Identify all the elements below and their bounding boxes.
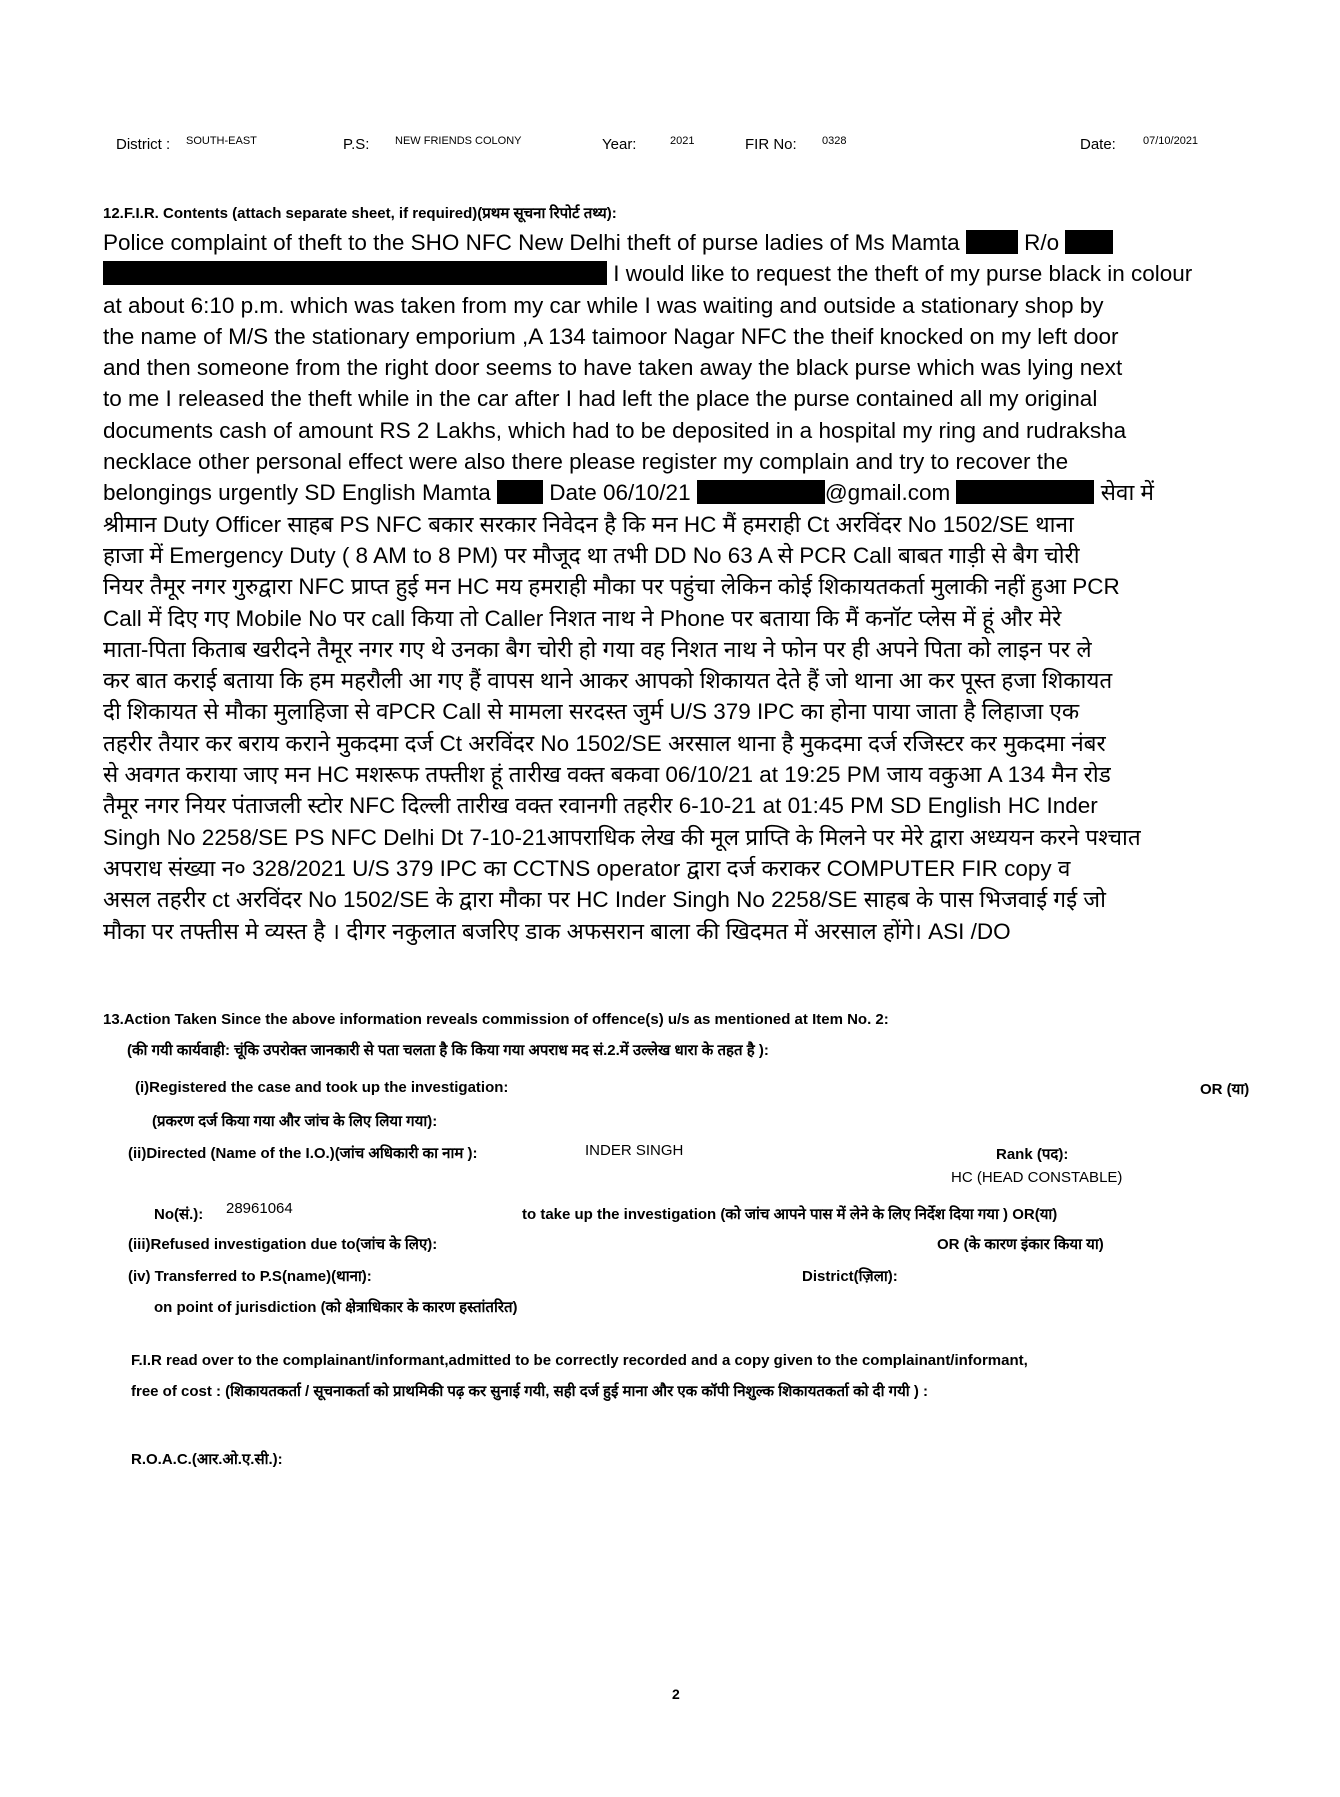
transferred-district-label: District(ज़िला):	[802, 1268, 898, 1285]
redaction-box	[497, 480, 543, 504]
fir-line: belongings urgently SD English Mamta Date 06/10/21 @gmail.com सेवा में	[103, 480, 1154, 506]
fir-label: FIR No:	[745, 136, 797, 153]
district-value: SOUTH-EAST	[186, 135, 257, 147]
redaction-box	[697, 480, 825, 504]
redaction-box	[966, 230, 1018, 254]
roac-label: R.O.A.C.(आर.ओ.ए.सी.):	[131, 1451, 283, 1468]
section13-title-hindi: (की गयी कार्यवाही: चूंकि उपरोक्त जानकारी से पता चलता है कि किया गया अपराध मद सं.2.में उल्लेख धारा के तहत है ):	[127, 1042, 769, 1059]
year-value: 2021	[670, 135, 695, 147]
section13-title: 13.Action Taken Since the above information reveals commission of offence(s) u/s as mentioned at Item No. 2:	[103, 1011, 889, 1028]
fir-value: 0328	[822, 135, 847, 147]
readover-line-1: F.I.R read over to the complainant/informant,admitted to be correctly recorded and a copy given to the complainant/informant,	[131, 1352, 1028, 1369]
fir-contents	[103, 227, 1271, 947]
fir-line: दी शिकायत से मौका मुलाहिजा से वPCR Call से मामला सरदस्त जुर्म U/S 379 IPC का होना पाया जाता है लिहाजा एक	[103, 699, 1080, 725]
redaction-box	[1065, 230, 1113, 254]
district-label: District :	[116, 136, 171, 153]
registered-or: OR (या)	[1200, 1081, 1250, 1098]
fir-line: अपराध संख्या न० 328/2021 U/S 379 IPC का CCTNS operator द्वारा दर्ज कराकर COMPUTER FIR copy व	[103, 855, 1071, 881]
fir-line: at about 6:10 p.m. which was taken from my car while I was waiting and outside a stationary shop by	[103, 292, 1104, 318]
year-label: Year:	[602, 136, 637, 153]
fir-line: necklace other personal effect were also there please register my complain and try to recover the	[103, 449, 1069, 475]
fir-line: to me I released the theft while in the car after I had left the place the purse contained all my original	[103, 386, 1098, 412]
fir-line: नियर तैमूर नगर गुरुद्वारा NFC प्राप्त हुई मन HC मय हमराही मौका पर पहुंचा लेकिन कोई शिकायतकर्ता मुलाकी नहीं हुआ PCR	[103, 574, 1120, 600]
jurisdiction-label: on point of jurisdiction (को क्षेत्राधिकार के कारण हस्तांतरित)	[154, 1299, 518, 1316]
take-up-investigation: to take up the investigation (को जांच आपने पास में लेने के लिए निर्देश दिया गया ) OR(या)	[522, 1206, 1058, 1223]
fir-line: Call में दिए गए Mobile No पर call किया तो Caller निशत नाथ ने Phone पर बताया कि मैं कनॉट प्लेस में हूं और मेरे	[103, 605, 1062, 631]
fir-line: कर बात कराई बताया कि हम महरौली आ गए हैं वापस थाने आकर आपको शिकायत देते हैं जो थाना आ कर पूस्त हजा शिकायत	[103, 668, 1113, 694]
fir-line: असल तहरीर ct अरविंदर No 1502/SE के द्वारा मौका पर HC Inder Singh No 2258/SE साहब के पास भिजवाई गई जो	[103, 887, 1106, 913]
io-number-label: No(सं.):	[154, 1206, 204, 1223]
transferred-ps-label: (iv) Transferred to P.S(name)(थाना):	[128, 1268, 372, 1285]
date-value: 07/10/2021	[1143, 135, 1199, 147]
redaction-box	[956, 480, 1094, 504]
fir-line: माता-पिता किताब खरीदने तैमूर नगर गए थे उनका बैग चोरी हो गया वह निशत नाथ ने फोन पर ही अपने पिता को लाइन पर ले	[103, 636, 1092, 662]
readover-line-2: free of cost : (शिकायतकर्ता / सूचनाकर्ता को प्राथमिकी पढ़ कर सुनाई गयी, सही दर्ज हुई माना और एक कॉपी निशुल्क शिकायतकर्ता को दी गयी ) :	[131, 1383, 929, 1400]
fir-line: मौका पर तफ्तीस मे व्यस्त है । दीगर नकुलात बजरिए डाक अफसरान बाला की खिदमत में अरसाल होंगे। ASI /DO	[103, 918, 1011, 944]
rank-value: HC (HEAD CONSTABLE)	[951, 1169, 1123, 1186]
fir-line: हाजा में Emergency Duty ( 8 AM to 8 PM) पर मौजूद था तभी DD No 63 A से PCR Call बाबत गाड़ी से बैग चोरी	[103, 542, 1080, 568]
fir-line: documents cash of amount RS 2 Lakhs, which had to be deposited in a hospital my ring and rudraksha	[103, 417, 1127, 443]
fir-line: श्रीमान Duty Officer साहब PS NFC बकार सरकार निवेदन है कि मन HC मैं हमराही Ct अरविंदर No 1502/SE थाना	[103, 511, 1074, 537]
registered-case-hindi: (प्रकरण दर्ज किया गया और जांच के लिए लिया गया):	[152, 1113, 438, 1130]
fir-line: Singh No 2258/SE PS NFC Delhi Dt 7-10-21आपराधिक लेख की मूल प्राप्ति के मिलने पर मेरे द्वारा अध्ययन करने पश्चात	[103, 824, 1141, 850]
directed-io-label: (ii)Directed (Name of the I.O.)(जांच अधिकारी का नाम ):	[128, 1145, 478, 1162]
fir-line: Police complaint of theft to the SHO NFC New Delhi theft of purse ladies of Ms Mamta R/o	[103, 227, 1271, 258]
fir-line: I would like to request the theft of my purse black in colour	[103, 258, 1271, 289]
ps-label: P.S:	[343, 136, 370, 153]
date-label: Date:	[1080, 136, 1116, 153]
registered-case-label: (i)Registered the case and took up the investigation:	[135, 1079, 509, 1096]
rank-label: Rank (पद):	[996, 1146, 1069, 1163]
io-name-value: INDER SINGH	[585, 1142, 684, 1159]
page-number: 2	[672, 1686, 680, 1702]
fir-line: तहरीर तैयार कर बराय कराने मुकदमा दर्ज Ct अरविंदर No 1502/SE अरसाल थाना है मुकदमा दर्ज रजिस्टर कर मुकदमा नंबर	[103, 730, 1106, 756]
refused-investigation-label: (iii)Refused investigation due to(जांच के लिए):	[128, 1236, 438, 1253]
refused-or: OR (के कारण इंकार किया या)	[937, 1236, 1104, 1253]
fir-line: and then someone from the right door seems to have taken away the black purse which was lying next	[103, 355, 1123, 381]
fir-line: the name of M/S the stationary emporium ,A 134 taimoor Nagar NFC the theif knocked on my left door	[103, 323, 1119, 349]
ps-value: NEW FRIENDS COLONY	[395, 135, 522, 147]
redaction-box	[103, 261, 607, 285]
fir-line: तैमूर नगर नियर पंताजली स्टोर NFC दिल्ली तारीख वक्त रवानगी तहरीर 6-10-21 at 01:45 PM SD English HC Inder	[103, 793, 1098, 819]
section12-title: 12.F.I.R. Contents (attach separate sheet, if required)(प्रथम सूचना रिपोर्ट तथ्य):	[103, 205, 617, 222]
io-number-value: 28961064	[226, 1200, 293, 1217]
fir-line: से अवगत कराया जाए मन HC मशरूफ तफ्तीश हूं तारीख वक्त बकवा 06/10/21 at 19:25 PM जाय वकुआ A 134 मैन रोड	[103, 762, 1111, 788]
